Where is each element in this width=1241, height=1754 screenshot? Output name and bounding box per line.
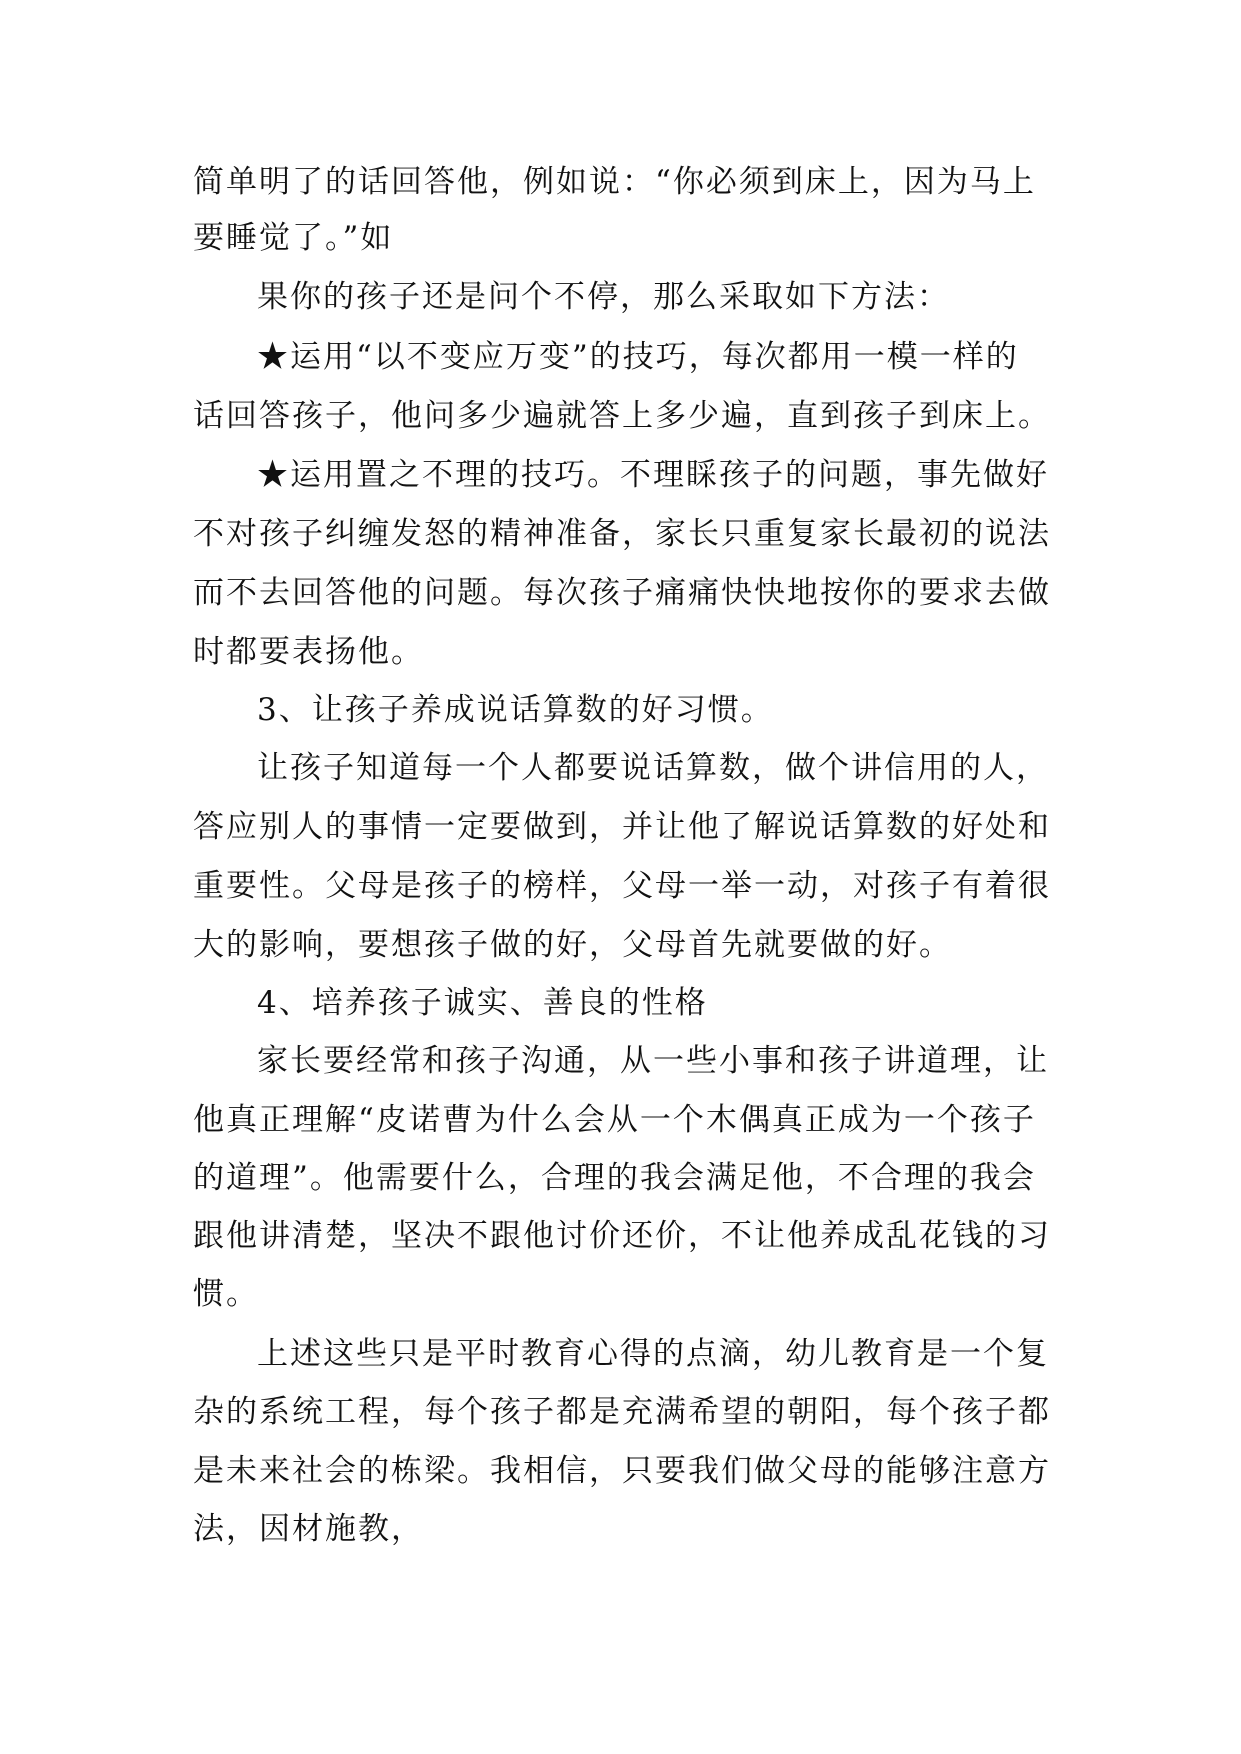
text-line: 让孩子知道每一个人都要说话算数，做个讲信用的人， bbox=[257, 750, 1049, 786]
text-line: 杂的系统工程，每个孩子都是充满希望的朝阳，每个孩子都 bbox=[193, 1394, 1051, 1430]
section-heading: 3、让孩子养成说话算数的好习惯。 bbox=[257, 692, 774, 728]
text-line: 大的影响，要想孩子做的好，父母首先就要做的好。 bbox=[193, 927, 952, 963]
text-line: 家长要经常和孩子沟通，从一些小事和孩子讲道理，让 bbox=[257, 1043, 1049, 1079]
text-line: 跟他讲清楚，坚决不跟他讨价还价，不让他养成乱花钱的习 bbox=[193, 1218, 1051, 1254]
text-line: 他真正理解“皮诺曹为什么会从一个木偶真正成为一个孩子 bbox=[193, 1102, 1036, 1138]
text-line: 的道理”。他需要什么，合理的我会满足他，不合理的我会 bbox=[193, 1160, 1036, 1196]
text-line: 答应别人的事情一定要做到，并让他了解说话算数的好处和 bbox=[193, 809, 1051, 845]
text-line: 要睡觉了。”如 bbox=[193, 220, 394, 256]
text-line: 上述这些只是平时教育心得的点滴，幼儿教育是一个复 bbox=[257, 1336, 1049, 1372]
text-line: 时都要表扬他。 bbox=[193, 634, 424, 670]
text-line: 而不去回答他的问题。每次孩子痛痛快快地按你的要求去做 bbox=[193, 575, 1051, 611]
text-line: 是未来社会的栋梁。我相信，只要我们做父母的能够注意方 bbox=[193, 1453, 1051, 1489]
text-line: 不对孩子纠缠发怒的精神准备，家长只重复家长最初的说法 bbox=[193, 516, 1051, 552]
text-line: 惯。 bbox=[193, 1276, 259, 1312]
text-line: 果你的孩子还是问个不停，那么采取如下方法： bbox=[257, 279, 950, 315]
text-line: 话回答孩子，他问多少遍就答上多少遍，直到孩子到床上。 bbox=[193, 398, 1051, 434]
text-line: 重要性。父母是孩子的榜样，父母一举一动，对孩子有着很 bbox=[193, 868, 1051, 904]
text-line: 法，因材施教， bbox=[193, 1511, 424, 1547]
text-line: 简单明了的话回答他，例如说：“你必须到床上，因为马上 bbox=[193, 164, 1036, 200]
section-heading: 4、培养孩子诚实、善良的性格 bbox=[257, 985, 708, 1021]
text-line: ★运用置之不理的技巧。不理睬孩子的问题，事先做好 bbox=[257, 457, 1049, 493]
text-line: ★运用“以不变应万变”的技巧，每次都用一模一样的 bbox=[257, 339, 1019, 375]
